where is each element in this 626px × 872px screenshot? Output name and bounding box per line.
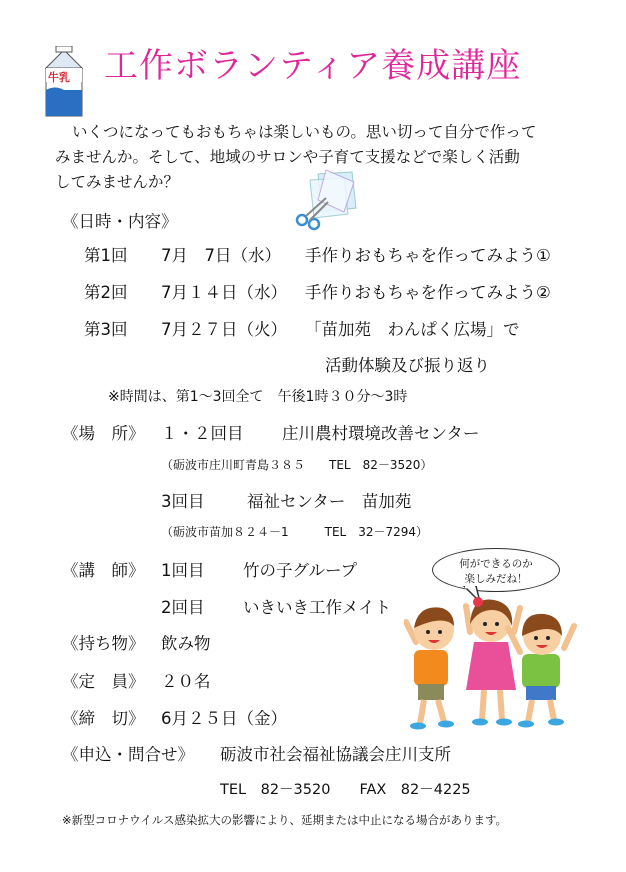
speech-bubble (432, 548, 560, 592)
contact-header: 《申込・問合せ》 (62, 745, 194, 764)
venue-2-name: 福祉センター 苗加苑 (247, 492, 412, 511)
venue-1-rounds: １・２回目 (161, 424, 244, 443)
place-header: 《場 所》 (62, 424, 145, 443)
session-1-no: 第1回 (84, 246, 128, 265)
venue-2-address: （砺波市苗加８２４－1 TEL 32－7294） (161, 525, 429, 539)
session-3-content: 「苗加苑 わんぱく広場」で (305, 320, 520, 339)
intro-line-1: いくつになってもおもちゃは楽しいもの。思い切って自分で作って (72, 123, 537, 141)
venue-2-rounds: 3回目 (161, 492, 205, 511)
bubble-line-2: 楽しみだね！ (464, 573, 528, 585)
capacity-value: ２０名 (161, 672, 211, 691)
session-3-content-line-2: 活動体験及び振り返り (325, 356, 490, 375)
instructor-2-name: いきいき工作メイト (243, 598, 392, 617)
session-3-date: 7月２７日（火） (161, 320, 287, 339)
session-2-content: 手作りおもちゃを作ってみよう② (305, 283, 551, 302)
page-title: 工作ボランティア養成講座 (104, 46, 522, 86)
time-note: ※時間は、第1～3回全て 午後1時３０分～3時 (108, 389, 408, 405)
deadline-header: 《締 切》 (62, 709, 145, 728)
instructor-header: 《講 師》 (62, 561, 145, 580)
contact-phone: TEL 82－3520 FAX 82－4225 (220, 782, 471, 798)
session-1-date: 7月 7日（水） (161, 246, 281, 265)
session-1-content: 手作りおもちゃを作ってみよう① (305, 246, 551, 265)
deadline-value: 6月２５日（金） (161, 709, 287, 728)
milk-carton-icon (42, 46, 86, 118)
children-illustration (404, 592, 578, 732)
session-2-date: 7月１４日（水） (161, 283, 287, 302)
bubble-line-1: 何ができるのか (459, 558, 533, 570)
capacity-header: 《定 員》 (62, 672, 145, 691)
paper-scissors-icon (292, 168, 362, 232)
schedule-header: 《日時・内容》 (62, 212, 178, 231)
instructor-round-1: 1回目 (161, 561, 205, 580)
milk-label: 牛乳 (48, 71, 70, 84)
venue-1-address: （砺波市庄川町青島３８５ TEL 82－3520） (161, 458, 433, 472)
intro-line-2: みませんか。そして、地域のサロンや子育て支援などで楽しく活動 (55, 148, 520, 166)
instructor-1-name: 竹の子グループ (243, 561, 358, 580)
belongings-value: 飲み物 (161, 634, 211, 653)
session-2-no: 第2回 (84, 283, 128, 302)
contact-org: 砺波市社会福祉協議会庄川支所 (220, 745, 451, 764)
belongings-header: 《持ち物》 (62, 634, 145, 653)
session-3-no: 第3回 (84, 320, 128, 339)
instructor-round-2: 2回目 (161, 598, 205, 617)
intro-line-3: してみませんか？ (55, 173, 180, 191)
footnote: ※新型コロナウイルス感染拡大の影響により、延期または中止になる場合があります。 (62, 813, 508, 827)
venue-1-name: 庄川農村環境改善センター (282, 424, 480, 443)
